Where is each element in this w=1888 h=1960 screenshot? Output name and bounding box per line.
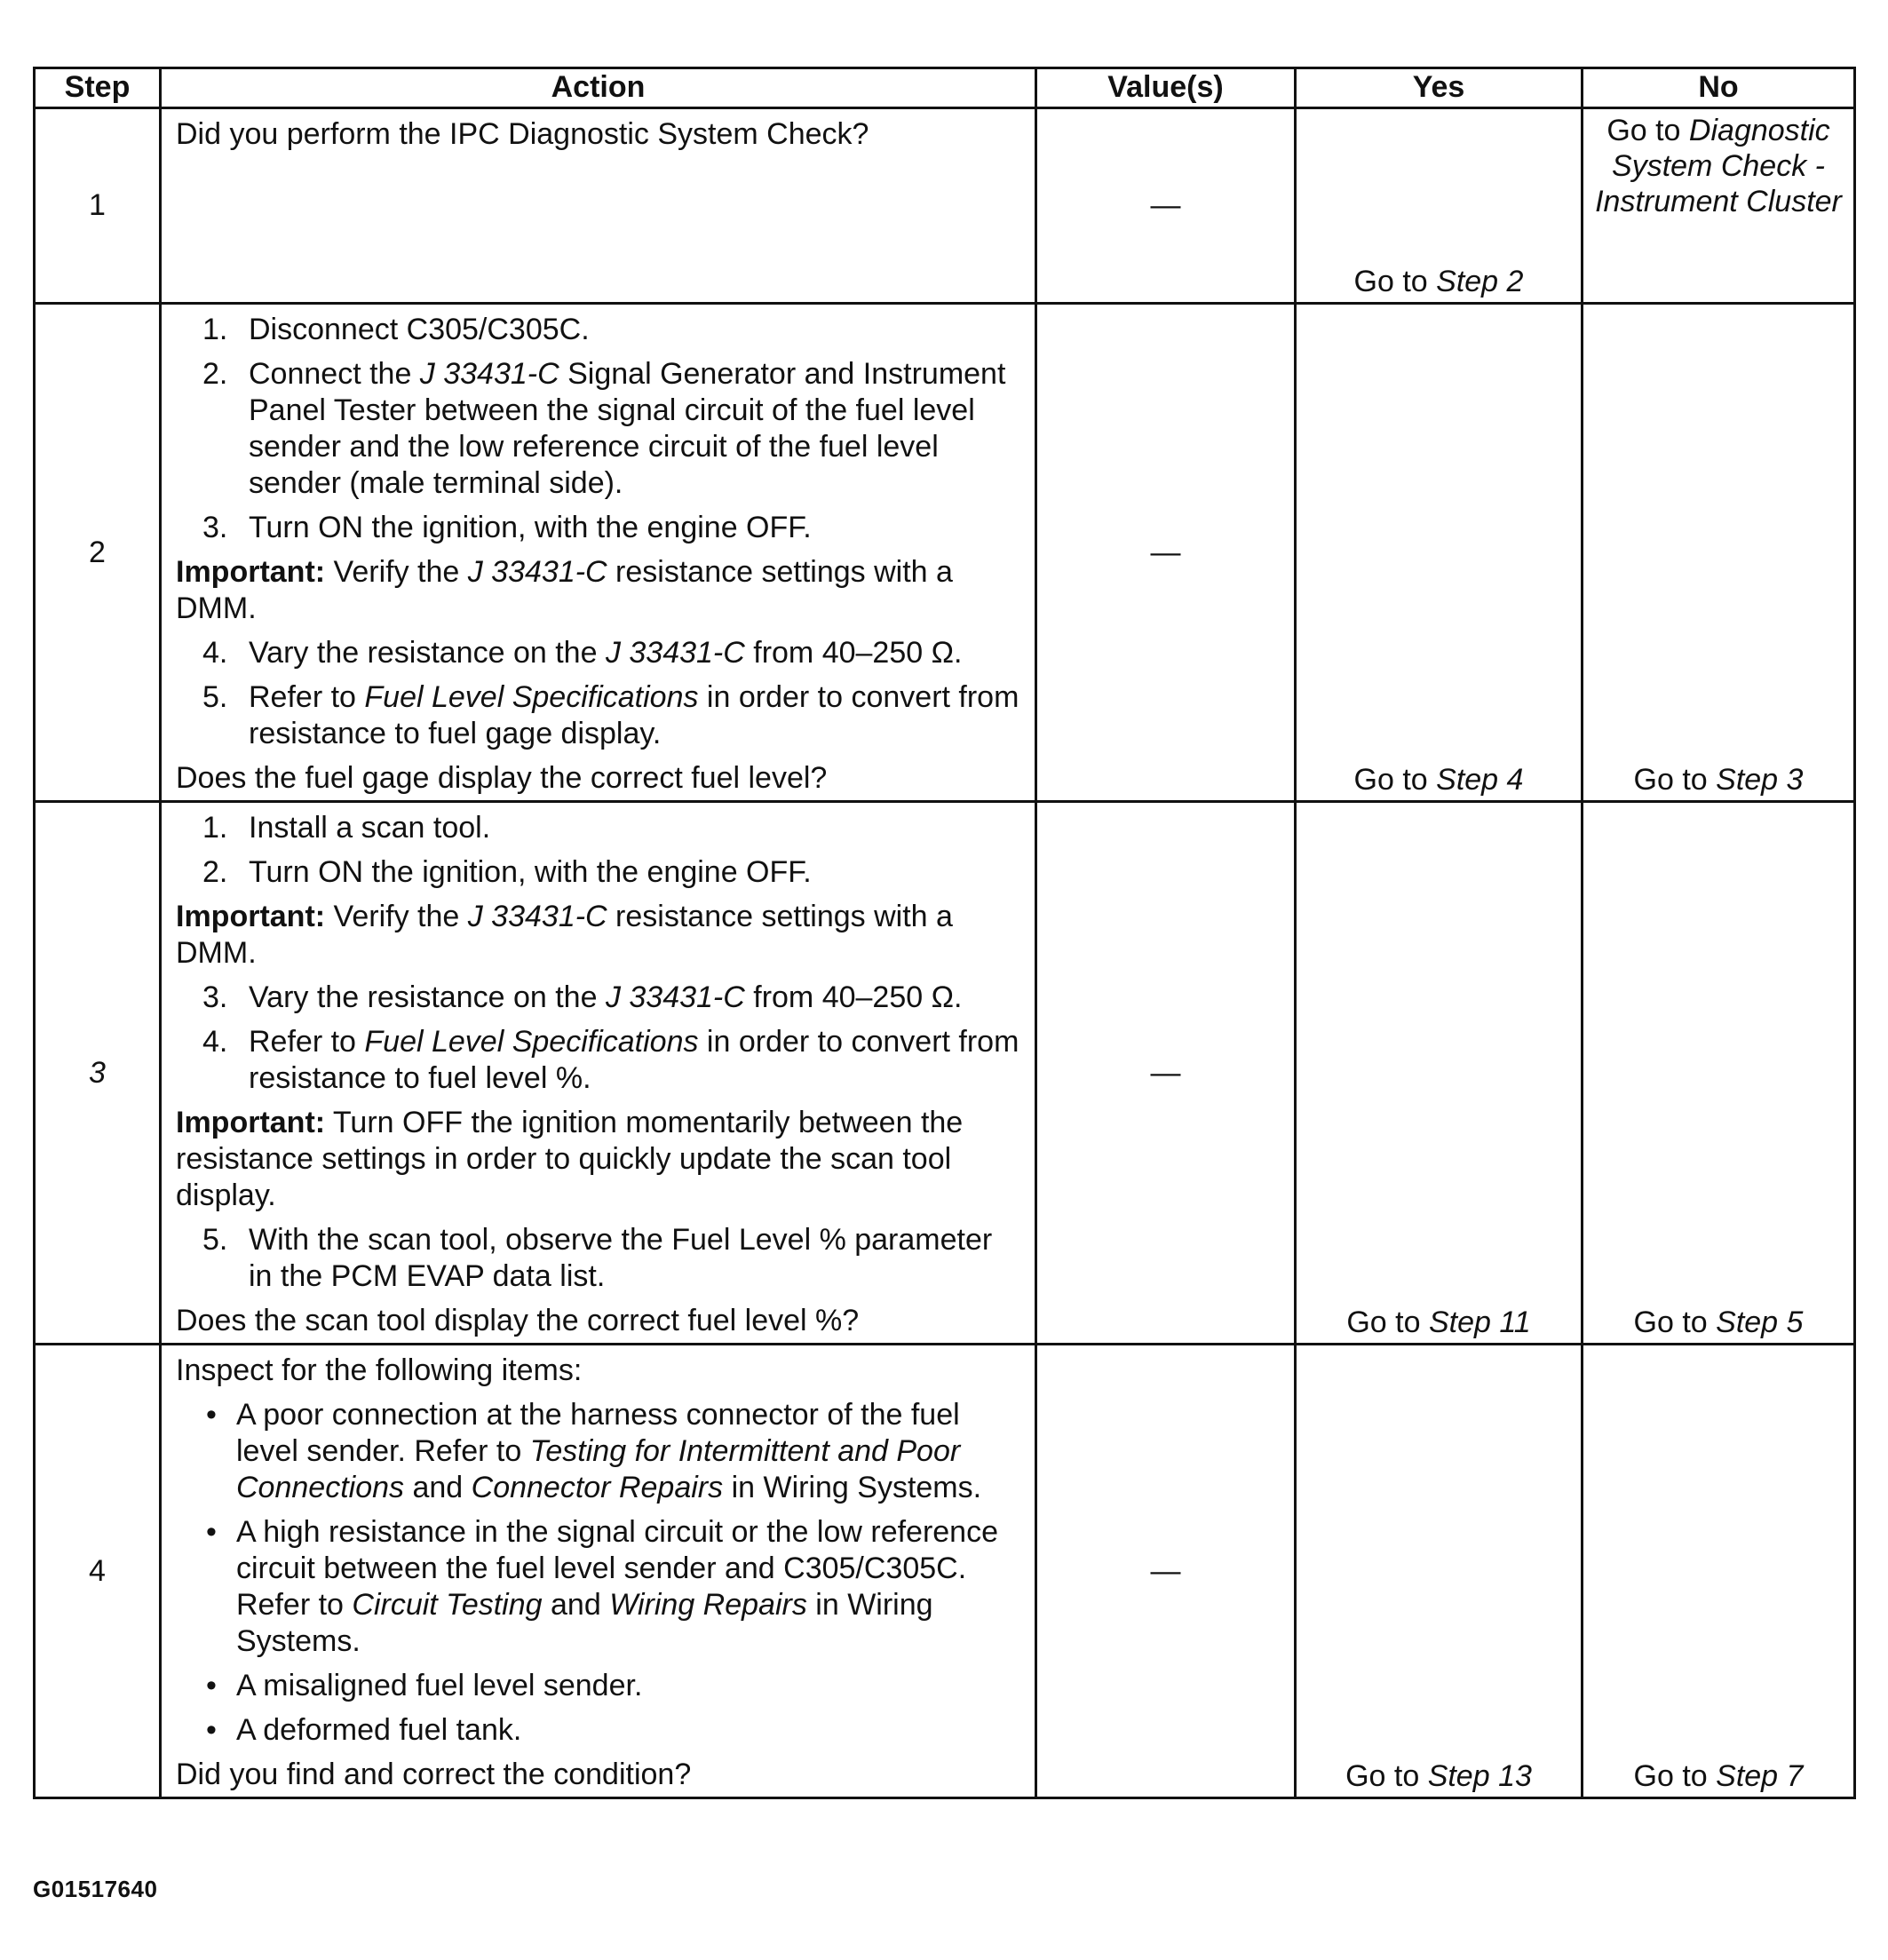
list-item bbox=[176, 810, 1020, 846]
tool-name: J 33431-C bbox=[605, 636, 745, 670]
note-text: Turn OFF the ignition momentarily between the resistance settings in order to quickly update the scan tool display. bbox=[176, 1106, 964, 1212]
table-row bbox=[35, 802, 1855, 1345]
item-text: Refer to bbox=[249, 680, 365, 714]
action-cell bbox=[161, 108, 1036, 304]
important-note bbox=[176, 899, 1020, 972]
item-text: Turn ON the ignition, with the engine OFF. bbox=[249, 511, 812, 544]
item-text: in Wiring Systems. bbox=[236, 1588, 933, 1658]
no-prefix: Go to bbox=[1633, 1759, 1717, 1793]
question-text: Does the fuel gage display the correct fuel level? bbox=[176, 761, 828, 795]
important-note bbox=[176, 1105, 1020, 1214]
item-text: With the scan tool, observe the Fuel Level % parameter in the PCM EVAP data list. bbox=[249, 1223, 993, 1293]
yes-prefix: Go to bbox=[1345, 1759, 1428, 1793]
header-yes: Yes bbox=[1296, 68, 1583, 108]
no-prefix: Go to bbox=[1633, 763, 1717, 797]
header-row bbox=[35, 68, 1855, 108]
action-cell bbox=[161, 304, 1036, 802]
item-text: Refer to bbox=[249, 1025, 365, 1059]
bullet-dot: • bbox=[206, 1398, 217, 1432]
value-cell bbox=[1036, 1345, 1296, 1798]
no-cell bbox=[1583, 1345, 1855, 1798]
bullet-dot: • bbox=[206, 1713, 217, 1747]
question-text: Does the scan tool display the correct fuel level %? bbox=[176, 1304, 860, 1337]
list-item bbox=[176, 510, 1020, 546]
yes-cell bbox=[1296, 108, 1583, 304]
list-item bbox=[176, 356, 1020, 502]
value-cell bbox=[1036, 108, 1296, 304]
question-text: Did you find and correct the condition? bbox=[176, 1758, 692, 1791]
item-text: and bbox=[542, 1588, 610, 1622]
item-text: A deformed fuel tank. bbox=[236, 1713, 522, 1747]
step-number: 1 bbox=[35, 108, 161, 304]
step-number bbox=[35, 802, 161, 1345]
reference-link[interactable]: Wiring Repairs bbox=[609, 1588, 807, 1622]
item-text: Install a scan tool. bbox=[249, 811, 491, 845]
table-row bbox=[35, 1345, 1855, 1798]
no-cell bbox=[1583, 304, 1855, 802]
item-text: A misaligned fuel level sender. bbox=[236, 1669, 643, 1702]
reference-link[interactable]: Connector Repairs bbox=[471, 1471, 724, 1504]
action-cell bbox=[161, 802, 1036, 1345]
note-text: Verify the bbox=[325, 900, 468, 933]
item-number: 1. bbox=[202, 313, 228, 346]
bullet-item bbox=[176, 1712, 1020, 1749]
header-step: Step bbox=[35, 68, 161, 108]
item-number: 3. bbox=[202, 980, 228, 1014]
item-text: Signal Generator and Instrument Panel Tester between the signal circuit of the fuel level sender and the low reference circuit of the fuel level sender (male terminal side). bbox=[249, 357, 1006, 500]
list-item bbox=[176, 854, 1020, 891]
figure-code: G01517640 bbox=[33, 1876, 158, 1902]
reference-link[interactable]: Testing for Intermittent and Poor Connections bbox=[236, 1434, 961, 1504]
item-text: Vary the resistance on the bbox=[249, 980, 606, 1014]
tool-name: J 33431-C bbox=[467, 900, 607, 933]
no-link[interactable]: Step 5 bbox=[1716, 1305, 1804, 1339]
step-number-text: 3 bbox=[89, 1055, 106, 1090]
header-values: Value(s) bbox=[1036, 68, 1296, 108]
list-item bbox=[176, 635, 1020, 671]
action-cell bbox=[161, 1345, 1036, 1798]
question-text: Did you perform the IPC Diagnostic System Check? bbox=[176, 117, 869, 151]
item-number: 1. bbox=[202, 811, 228, 845]
item-number: 2. bbox=[202, 855, 228, 889]
intro-text: Inspect for the following items: bbox=[176, 1353, 583, 1387]
item-text: in Wiring Systems. bbox=[723, 1471, 982, 1504]
item-number: 5. bbox=[202, 680, 228, 714]
value-cell bbox=[1036, 304, 1296, 802]
important-label: Important: bbox=[176, 900, 326, 933]
yes-link[interactable]: Step 11 bbox=[1428, 1305, 1531, 1339]
yes-link[interactable]: Step 2 bbox=[1436, 265, 1524, 298]
important-note bbox=[176, 554, 1020, 627]
list-item bbox=[176, 312, 1020, 348]
tool-name: J 33431-C bbox=[467, 555, 607, 589]
bullet-dot: • bbox=[206, 1515, 217, 1549]
no-link[interactable]: Diagnostic System Check - Instrument Cluster bbox=[1595, 114, 1842, 218]
item-text: Vary the resistance on the bbox=[249, 636, 606, 670]
header-no: No bbox=[1583, 68, 1855, 108]
list-item bbox=[176, 980, 1020, 1016]
item-number: 3. bbox=[202, 511, 228, 544]
bullet-item bbox=[176, 1397, 1020, 1506]
yes-cell bbox=[1296, 1345, 1583, 1798]
item-text: Connect the bbox=[249, 357, 420, 391]
yes-prefix: Go to bbox=[1353, 265, 1437, 298]
bullet-item bbox=[176, 1514, 1020, 1660]
list-item bbox=[176, 1024, 1020, 1097]
tool-name: J 33431-C bbox=[419, 357, 559, 391]
value-dash: — bbox=[1150, 188, 1181, 222]
yes-prefix: Go to bbox=[1353, 763, 1437, 797]
bullet-item bbox=[176, 1668, 1020, 1704]
item-text: Turn ON the ignition, with the engine OFF. bbox=[249, 855, 812, 889]
value-dash: — bbox=[1150, 535, 1181, 569]
yes-prefix: Go to bbox=[1346, 1305, 1429, 1339]
reference-link[interactable]: Circuit Testing bbox=[352, 1588, 543, 1622]
note-text: resistance settings with a DMM. bbox=[176, 555, 953, 625]
item-text: A high resistance in the signal circuit or the low reference circuit between the fuel level sender and C305/C305C. Refer to bbox=[236, 1515, 999, 1622]
item-text: and bbox=[404, 1471, 472, 1504]
step-number: 2 bbox=[35, 304, 161, 802]
item-number: 4. bbox=[202, 1025, 228, 1059]
item-number: 5. bbox=[202, 1223, 228, 1257]
item-number: 4. bbox=[202, 636, 228, 670]
yes-link[interactable]: Step 4 bbox=[1436, 763, 1524, 797]
diagnostic-table bbox=[33, 67, 1856, 1799]
no-link[interactable]: Step 3 bbox=[1716, 763, 1804, 797]
table-row bbox=[35, 108, 1855, 304]
reference-link[interactable]: Fuel Level Specifications bbox=[364, 680, 699, 714]
list-item bbox=[176, 679, 1020, 752]
no-prefix: Go to bbox=[1606, 114, 1689, 147]
no-prefix: Go to bbox=[1633, 1305, 1717, 1339]
item-text: in order to convert from resistance to fuel level %. bbox=[249, 1025, 1019, 1095]
no-link[interactable]: Step 7 bbox=[1716, 1759, 1804, 1793]
item-text: Disconnect C305/C305C. bbox=[249, 313, 590, 346]
step-number: 4 bbox=[35, 1345, 161, 1798]
value-dash: — bbox=[1150, 1553, 1181, 1588]
no-cell bbox=[1583, 108, 1855, 304]
tool-name: J 33431-C bbox=[605, 980, 745, 1014]
yes-link[interactable]: Step 13 bbox=[1427, 1759, 1532, 1793]
yes-cell bbox=[1296, 304, 1583, 802]
list-item bbox=[176, 1222, 1020, 1295]
item-text: from 40–250 Ω. bbox=[744, 636, 963, 670]
item-number: 2. bbox=[202, 357, 228, 391]
item-text: from 40–250 Ω. bbox=[744, 980, 963, 1014]
item-text: in order to convert from resistance to fuel gage display. bbox=[249, 680, 1019, 750]
bullet-dot: • bbox=[206, 1669, 217, 1702]
yes-cell bbox=[1296, 802, 1583, 1345]
value-dash: — bbox=[1150, 1055, 1181, 1090]
note-text: Verify the bbox=[325, 555, 468, 589]
important-label: Important: bbox=[176, 555, 326, 589]
no-cell bbox=[1583, 802, 1855, 1345]
important-label: Important: bbox=[176, 1106, 326, 1139]
reference-link[interactable]: Fuel Level Specifications bbox=[364, 1025, 699, 1059]
item-text: A poor connection at the harness connector of the fuel level sender. Refer to bbox=[236, 1398, 960, 1468]
table-row bbox=[35, 304, 1855, 802]
value-cell bbox=[1036, 802, 1296, 1345]
note-text: resistance settings with a DMM. bbox=[176, 900, 953, 970]
header-action: Action bbox=[161, 68, 1036, 108]
